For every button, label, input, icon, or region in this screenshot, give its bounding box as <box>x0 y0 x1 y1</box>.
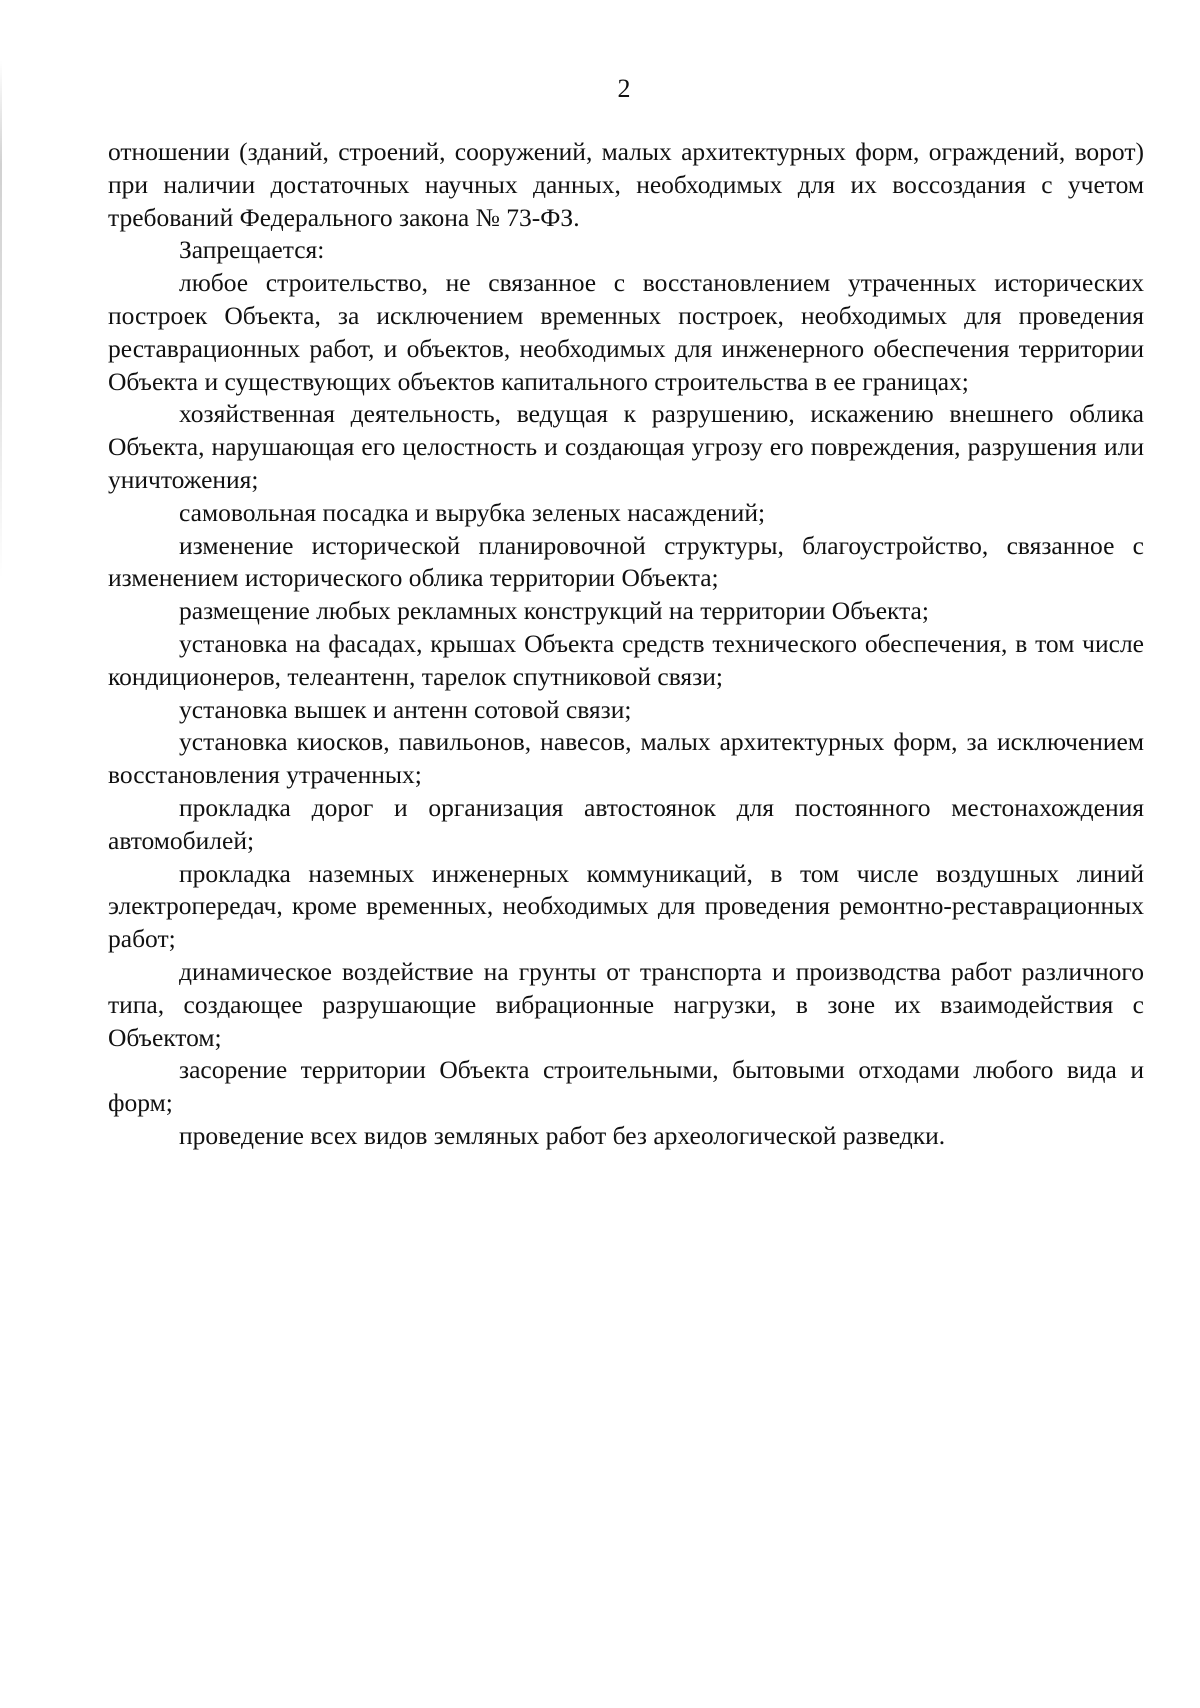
prohibition-item: хозяйственная деятельность, ведущая к разрушению, искажению внешнего облика Объекта, нарушающая его целостность и создающая угрозу его повреждения, разрушения или уничтожения; <box>108 399 1144 494</box>
prohibition-item: изменение исторической планировочной структуры, благоустройство, связанное с изменением исторического облика территории Объекта; <box>108 530 1144 593</box>
prohibition-item: установка на фасадах, крышах Объекта средств технического обеспечения, в том числе кондиционеров, телеантенн, тарелок спутниковой связи; <box>108 628 1144 691</box>
paragraph-heading-prohibited: Запрещается: <box>179 235 325 265</box>
prohibition-item: любое строительство, не связанное с восстановлением утраченных исторических построек Объекта, за исключением временных построек, необходимых для проведения реставрационных работ, и объектов, необходимых для инженерного обеспечения территории Объекта и существующих объектов капитального строительства в ее границах; <box>108 268 1144 396</box>
prohibition-item: установка киосков, павильонов, навесов, малых архитектурных форм, за исключением восстановления утраченных; <box>108 727 1144 790</box>
prohibition-item: установка вышек и антенн сотовой связи; <box>179 694 632 724</box>
document-body <box>108 136 1144 1153</box>
prohibition-item: динамическое воздействие на грунты от транспорта и производства работ различного типа, создающее разрушающие вибрационные нагрузки, в зоне их взаимодействия с Объектом; <box>108 956 1144 1052</box>
prohibition-item: самовольная посадка и вырубка зеленых насаждений; <box>179 497 766 527</box>
prohibition-item: проведение всех видов земляных работ без археологической разведки. <box>179 1120 946 1150</box>
paragraph-continuation: отношении (зданий, строений, сооружений, малых архитектурных форм, ограждений, ворот) при наличии достаточных научных данных, необходимых для их воссоздания с учетом требований Федерального закона № 73-ФЗ. <box>108 137 1144 232</box>
page-number: 2 <box>617 74 631 103</box>
prohibition-item: засорение территории Объекта строительными, бытовыми отходами любого вида и форм; <box>108 1055 1144 1118</box>
scan-edge-shadow <box>0 60 2 580</box>
prohibition-item: размещение любых рекламных конструкций на территории Объекта; <box>179 596 929 626</box>
prohibition-item: прокладка дорог и организация автостоянок для постоянного местонахождения автомобилей; <box>108 792 1144 855</box>
prohibition-item: прокладка наземных инженерных коммуникаций, в том числе воздушных линий электропередач, кроме временных, необходимых для проведения ремонтно-реставрационных работ; <box>108 858 1144 954</box>
